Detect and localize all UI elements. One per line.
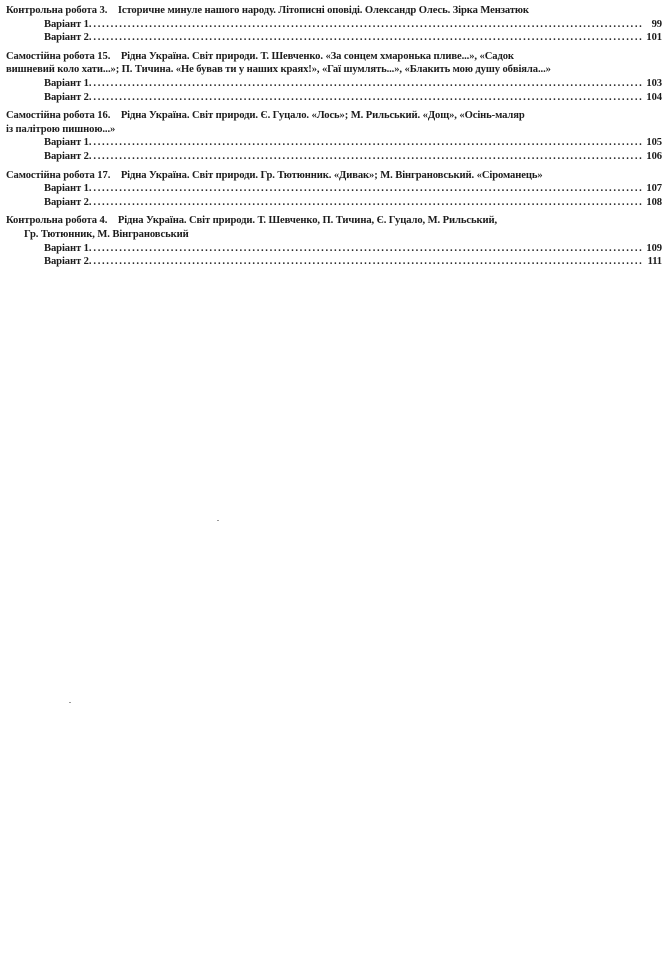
page-number: 105: [646, 137, 662, 149]
page-number: 101: [646, 32, 662, 44]
dot-leader: [93, 182, 642, 196]
toc-variant-row[interactable]: [6, 136, 662, 150]
page-number: 99: [651, 18, 662, 30]
page-number: 109: [646, 242, 662, 254]
toc-entry-heading: [6, 169, 662, 183]
toc-entry-label: Контрольна робота 3.: [6, 5, 108, 16]
scan-speck: [69, 702, 71, 703]
toc-entry-heading: [6, 109, 662, 136]
toc-variant-row[interactable]: [6, 255, 662, 269]
dot-leader: [93, 255, 642, 269]
toc-variant-row[interactable]: [6, 31, 662, 45]
scan-speck: [217, 520, 219, 521]
toc-entry-heading: [6, 4, 662, 18]
dot-leader: [93, 136, 642, 150]
dot-leader: [93, 242, 642, 256]
toc-variant-row[interactable]: [6, 150, 662, 164]
toc-variant-row[interactable]: [6, 77, 662, 91]
toc-entry-title: Рідна Україна. Світ природи. Гр. Тютюнник. «Дивак»; М. Вінграновський. «Сіроманець»: [120, 169, 543, 181]
toc-entry-label: Самостійна робота 16.: [6, 110, 111, 122]
toc-entry: [6, 109, 662, 163]
variant-label: Варіант 2.: [44, 91, 92, 103]
dot-leader: [93, 196, 642, 210]
variant-label: Варіант 1.: [44, 77, 92, 89]
toc-entry-label: Самостійна робота 17.: [6, 169, 111, 181]
variant-label: Варіант 2.: [44, 256, 92, 268]
dot-leader: [93, 91, 642, 105]
page-number: 107: [646, 183, 662, 195]
variant-label: Варіант 1.: [44, 183, 92, 195]
toc-variant-row[interactable]: [6, 182, 662, 196]
variant-label: Варіант 1.: [44, 137, 92, 149]
toc-entry-label: Самостійна робота 15.: [6, 50, 111, 62]
toc-entry-title-continued: Гр. Тютюнник, М. Вінграновський: [24, 228, 189, 240]
variant-label: Варіант 2.: [44, 196, 92, 208]
toc-entry-title-continued: із палітрою пишною...»: [6, 123, 116, 135]
toc-variant-row[interactable]: [6, 242, 662, 256]
toc-entry: [6, 169, 662, 210]
variant-label: Варіант 1.: [44, 18, 92, 30]
toc-entry: [6, 50, 662, 104]
toc-entry-title-continued: вишневий коло хати...»; П. Тичина. «Не бував ти у наших краях!», «Гаї шумлять...», «Блакить мою душу обвіяла...»: [6, 64, 551, 76]
toc-entry-title: Рідна Україна. Світ природи. Є. Гуцало. «Лось»; М. Рильський. «Дощ», «Осінь-маляр: [120, 110, 525, 122]
toc-variant-row[interactable]: [6, 18, 662, 32]
toc-entry-label: Контрольна робота 4.: [6, 215, 108, 227]
variant-label: Варіант 1.: [44, 242, 92, 254]
toc-entry-title: Рідна Україна. Світ природи. Т. Шевченко. «За сонцем хмаронька пливе...», «Садок: [120, 50, 514, 62]
page-number: 103: [646, 77, 662, 89]
toc-variant-row[interactable]: [6, 196, 662, 210]
toc-entry-heading: [6, 50, 662, 77]
page-number: 108: [646, 196, 662, 208]
page-number: 106: [646, 150, 662, 162]
page-number: 104: [646, 91, 662, 103]
dot-leader: [93, 18, 642, 32]
dot-leader: [93, 150, 642, 164]
toc-entry: [6, 4, 662, 45]
dot-leader: [93, 31, 642, 45]
table-of-contents: [6, 4, 662, 274]
variant-label: Варіант 2.: [44, 32, 92, 44]
dot-leader: [93, 77, 642, 91]
toc-entry-heading: [6, 214, 662, 241]
toc-entry-title: Історичне минуле нашого народу. Літописні оповіді. Олександр Олесь. Зірка Мензатюк: [117, 5, 529, 16]
toc-entry-title: Рідна Україна. Світ природи. Т. Шевченко, П. Тичина, Є. Гуцало, М. Рильський,: [117, 215, 498, 227]
toc-variant-row[interactable]: [6, 91, 662, 105]
variant-label: Варіант 2.: [44, 150, 92, 162]
toc-entry: [6, 214, 662, 268]
page-number: 111: [647, 256, 662, 268]
